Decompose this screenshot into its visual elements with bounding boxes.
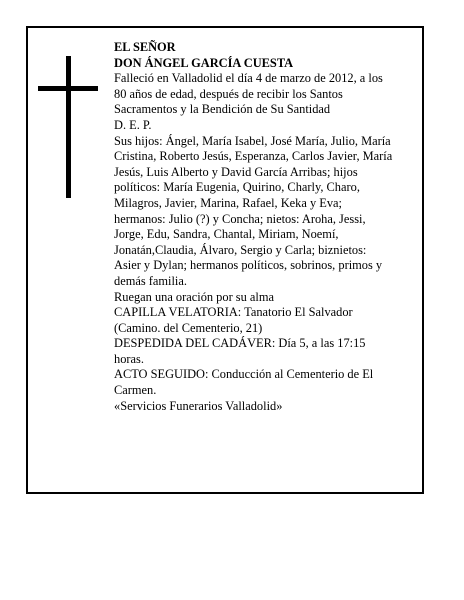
deceased-honorific: EL SEÑOR (114, 40, 176, 54)
family-line-7: Jorge, Edu, Sandra, Chantal, Miriam, Noemí, (114, 227, 339, 242)
deceased-name: DON ÁNGEL GARCÍA CUESTA (114, 55, 294, 70)
chapel-address: (Camino. del Cementerio, 21) (114, 320, 263, 335)
family-line-3: Jesús, Luis Alberto y David García Arribas; hijos (114, 164, 358, 179)
family-line-9: Asier y Dylan; hermanos políticos, sobrinos, primos y (114, 258, 383, 273)
prayer-request: Ruegan una oración por su alma (114, 289, 274, 304)
latin-cross-icon (38, 56, 98, 198)
death-announcement-line-3: Sacramentos y la Bendición de Su Santidad (114, 102, 331, 117)
chapel-info: CAPILLA VELATORIA: Tanatorio El Salvador (114, 305, 353, 320)
procession-info: ACTO SEGUIDO: Conducción al Cementerio de El (114, 367, 374, 382)
cemetery-name: Carmen. (114, 383, 157, 398)
rest-in-peace: D. E. P. (114, 117, 152, 132)
obituary-notice (26, 26, 424, 494)
funeral-home-signature: «Servicios Funerarios Valladolid» (114, 398, 283, 413)
family-line-6: hermanos: Julio (?) y Concha; nietos: Aroha, Jessi, (114, 211, 366, 226)
obituary-text (114, 40, 408, 414)
death-announcement-line-2: 80 años de edad, después de recibir los Santos (114, 86, 343, 101)
farewell-info: DESPEDIDA DEL CADÁVER: Día 5, a las 17:15 (114, 336, 366, 351)
family-line-2: Cristina, Roberto Jesús, Esperanza, Carlos Javier, María (114, 149, 393, 164)
farewell-time-suffix: horas. (114, 351, 144, 366)
cross-vertical-bar (66, 56, 71, 198)
death-announcement-line-1: Falleció en Valladolid el día 4 de marzo de 2012, a los (114, 71, 383, 86)
family-line-1: Sus hijos: Ángel, María Isabel, José María, Julio, María (114, 133, 391, 148)
family-line-5: Milagros, Javier, Marina, Rafael, Keka y Eva; (114, 195, 342, 210)
family-line-4: políticos: María Eugenia, Quirino, Charly, Charo, (114, 180, 360, 195)
family-line-8: Jonatán,Claudia, Álvaro, Sergio y Carla; biznietos: (114, 242, 367, 257)
family-line-10: demás familia. (114, 273, 187, 288)
cross-horizontal-bar (38, 86, 98, 91)
